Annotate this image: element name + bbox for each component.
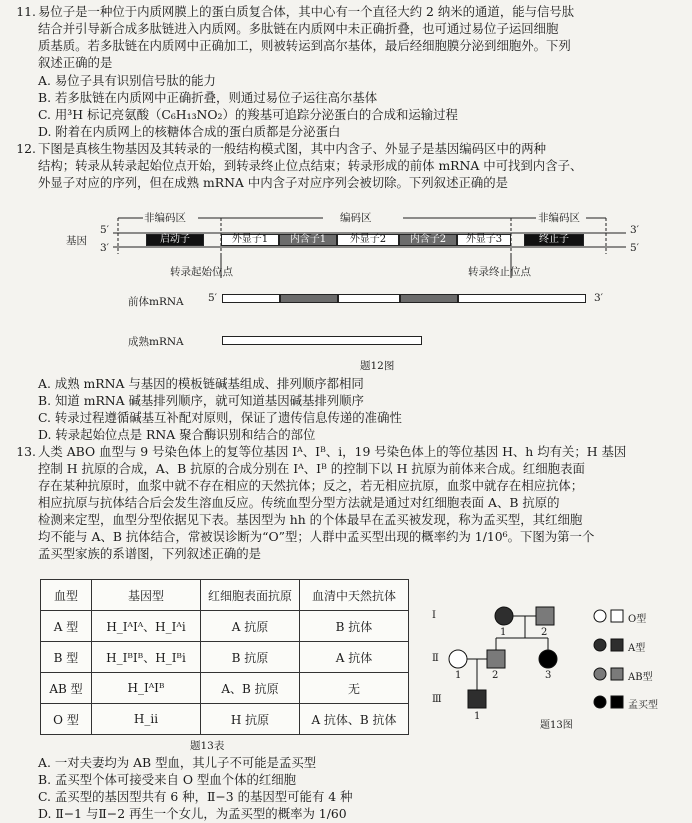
pre-mrna-five-prime: 5′ xyxy=(208,292,218,304)
figure12-caption: 题12图 xyxy=(360,360,395,372)
q13-line-1: 13. 人类 ABO 血型与 9 号染色体上的复等位基因 Iᴬ、Iᴮ、i，19 号染色体上的等位基因 H、h 均有关；H 基因 xyxy=(0,444,626,460)
pedigree-num: 1 xyxy=(455,670,462,681)
table-cell: A 抗原 xyxy=(201,611,300,642)
table-header: 血清中天然抗体 xyxy=(300,580,409,611)
q12-line-3: 外显子对应的序列，但在成熟 mRNA 中内含子对应序列会被切除。下列叙述正确的是 xyxy=(38,175,509,190)
pre-mrna-exon1 xyxy=(222,294,280,303)
mature-mrna-bar xyxy=(222,336,422,345)
q11-option-a: A. 易位子具有识别信号肽的能力 xyxy=(38,73,216,88)
q11-line-1: 11. 易位子是一种位于内质网膜上的蛋白质复合体，其中心有一个直径大约 2 纳米的通道，能与信号肽 xyxy=(0,4,574,20)
pedigree-chart xyxy=(430,604,692,734)
table-cell: H_IᴬIᴮ xyxy=(92,673,201,704)
table-header: 基因型 xyxy=(92,580,201,611)
table-cell: A 型 xyxy=(41,611,92,642)
q13-option-c: C. 孟买型的基因型共有 6 种，Ⅱ−3 的基因型可能有 4 种 xyxy=(38,789,353,804)
pedigree-num: 3 xyxy=(545,670,552,681)
q13-line-5: 检测来定型，血型分型依据见下表。基因型为 hh 的个体最早在孟买被发现，称为孟买型，其红细胞 xyxy=(38,512,583,527)
q12-option-d: D. 转录起始位点是 RNA 聚合酶识别和结合的部位 xyxy=(38,427,316,442)
q13-number: 13. xyxy=(16,444,36,459)
mature-mrna-label: 成熟mRNA xyxy=(128,336,184,348)
pedigree-gen-iii: Ⅲ xyxy=(432,694,442,705)
q13-option-a: A. 一对夫妻均为 AB 型血，其儿子不可能是孟买型 xyxy=(38,755,317,770)
q11-line-4: 叙述正确的是 xyxy=(38,55,113,70)
gene-structure-figure xyxy=(58,204,658,374)
gene-five-prime-bottom: 5′ xyxy=(630,242,640,254)
q12-number: 12. xyxy=(16,141,36,156)
table-row xyxy=(41,642,409,673)
table-header-row xyxy=(41,580,409,611)
q11-line-2: 结合并引导新合成多肽链进入内质网。多肽链在内质网中未正确折叠，也可通过易位子运回细胞 xyxy=(38,21,559,36)
coding-region-label: 编码区 xyxy=(340,212,372,224)
exon2-segment: 外显子2 xyxy=(337,234,399,246)
table13-caption: 题13表 xyxy=(190,740,225,752)
table-row xyxy=(41,611,409,642)
pedigree-iii1-male-a xyxy=(468,690,486,708)
q13-line-4: 相应抗原与抗体结合后会发生溶血反应。传统血型分型方法就是通过对红细胞表面 A、B 抗原的 xyxy=(38,495,560,510)
pedigree-num: 2 xyxy=(492,670,499,681)
pre-mrna-exon2 xyxy=(338,294,400,303)
noncoding-left-label: 非编码区 xyxy=(144,212,186,224)
table-row xyxy=(41,673,409,704)
gene-label: 基因 xyxy=(66,235,87,247)
q12-option-a: A. 成熟 mRNA 与基因的模板链碱基组成、排列顺序都相同 xyxy=(38,376,364,391)
legend-ab-type: AB型 xyxy=(628,672,653,683)
transcription-start-label: 转录起始位点 xyxy=(170,266,233,278)
q12-option-c: C. 转录过程遵循碱基互补配对原则，保证了遗传信息传递的准确性 xyxy=(38,410,402,425)
intron1-segment: 内含子1 xyxy=(279,234,337,246)
terminator-segment: 终止子 xyxy=(524,234,584,246)
table-header: 血型 xyxy=(41,580,92,611)
pre-mrna-intron2 xyxy=(400,294,458,303)
pre-mrna-three-prime: 3′ xyxy=(594,292,604,304)
q13-line-3: 存在某种抗原时，血浆中就不存在相应的天然抗体；反之，若无相应抗原，血浆中就存在相应抗体； xyxy=(38,478,584,493)
q12-line-1: 12. 下图是真核生物基因及其转录的一般结构模式图，其中内含子、外显子是基因编码区中的两种 xyxy=(0,141,546,157)
table-cell: H_IᴬIᴬ、H_Iᴬi xyxy=(92,611,201,642)
transcription-stop-label: 转录终止位点 xyxy=(468,266,531,278)
q12-option-b: B. 知道 mRNA 碱基排列顺序，就可知道基因碱基排列顺序 xyxy=(38,393,364,408)
table-cell: A 抗体、B 抗体 xyxy=(300,704,409,735)
table-cell: A、B 抗原 xyxy=(201,673,300,704)
noncoding-right-label: 非编码区 xyxy=(538,212,580,224)
q11-number: 11. xyxy=(16,4,36,19)
gene-three-prime-top: 3′ xyxy=(630,224,640,236)
pedigree-ii1-female-o xyxy=(449,650,467,668)
pre-mrna-label: 前体mRNA xyxy=(128,296,184,308)
table-row xyxy=(41,704,409,735)
pedigree-figure xyxy=(430,604,692,734)
exon3-segment: 外显子3 xyxy=(457,234,511,246)
promoter-segment: 启动子 xyxy=(146,234,204,246)
figure13-caption: 题13图 xyxy=(540,720,573,731)
q11-line-3: 质基质。若多肽链在内质网中正确加工，则被转运到高尔基体，最后经细胞膜分泌到细胞外。下列 xyxy=(38,38,571,53)
pedigree-ii2-male-ab xyxy=(487,650,505,668)
table-cell: AB 型 xyxy=(41,673,92,704)
q11-option-d: D. 附着在内质网上的核糖体合成的蛋白质都是分泌蛋白 xyxy=(38,124,341,139)
q11-option-c: C. 用³H 标记亮氨酸（C₆H₁₃NO₂）的羧基可追踪分泌蛋白的合成和运输过程 xyxy=(38,107,458,122)
pedigree-num: 1 xyxy=(474,711,481,722)
q12-line-2: 结构；转录从转录起始位点开始，到转录终止位点结束；转录形成的前体 mRNA 中可找到内含子、 xyxy=(38,158,583,173)
q13-line-2: 控制 H 抗原的合成，A、B 抗原的合成分别在 Iᴬ、Iᴮ 的控制下以 H 抗原为前体来合成。红细胞表面 xyxy=(38,461,585,476)
table-cell: 无 xyxy=(300,673,409,704)
intron2-segment: 内含子2 xyxy=(399,234,457,246)
table-cell: B 抗原 xyxy=(201,642,300,673)
blood-type-table xyxy=(40,579,409,735)
pre-mrna-exon3 xyxy=(458,294,586,303)
pre-mrna-intron1 xyxy=(280,294,338,303)
q13-option-d: D. Ⅱ−1 与Ⅱ−2 再生一个女儿，为孟买型的概率为 1/60 xyxy=(38,806,347,821)
pedigree-num: 1 xyxy=(500,627,507,638)
legend-a-type: A型 xyxy=(628,643,646,654)
table-header: 红细胞表面抗原 xyxy=(201,580,300,611)
legend-bombay-type: 孟买型 xyxy=(628,700,658,711)
table-cell: A 抗体 xyxy=(300,642,409,673)
gene-three-prime-bottom: 3′ xyxy=(100,242,110,254)
table-cell: H 抗原 xyxy=(201,704,300,735)
q13-line-7: 孟买型家族的系谱图，下列叙述正确的是 xyxy=(38,546,262,561)
table-cell: B 型 xyxy=(41,642,92,673)
pedigree-num: 2 xyxy=(541,627,548,638)
pedigree-i2-male-ab xyxy=(536,607,554,625)
exon1-segment: 外显子1 xyxy=(221,234,279,246)
q13-line-6: 均不能与 A、B 抗体结合，常被误诊断为“O”型；人群中孟买型出现的概率约为 1/10⁶。下图为第一个 xyxy=(38,529,595,544)
pedigree-gen-i: Ⅰ xyxy=(432,610,436,621)
pedigree-ii3-female-bombay xyxy=(539,650,557,668)
table-cell: H_ii xyxy=(92,704,201,735)
table-cell: O 型 xyxy=(41,704,92,735)
table-cell: B 抗体 xyxy=(300,611,409,642)
legend-o-type: O型 xyxy=(628,614,647,625)
table-cell: H_IᴮIᴮ、H_Iᴮi xyxy=(92,642,201,673)
q13-option-b: B. 孟买型个体可接受来自 O 型血个体的红细胞 xyxy=(38,772,297,787)
pedigree-gen-ii: Ⅱ xyxy=(432,653,439,664)
q11-option-b: B. 若多肽链在内质网中正确折叠，则通过易位子运往高尔基体 xyxy=(38,90,378,105)
pedigree-i1-female-a xyxy=(495,607,513,625)
gene-five-prime-top: 5′ xyxy=(100,224,110,236)
